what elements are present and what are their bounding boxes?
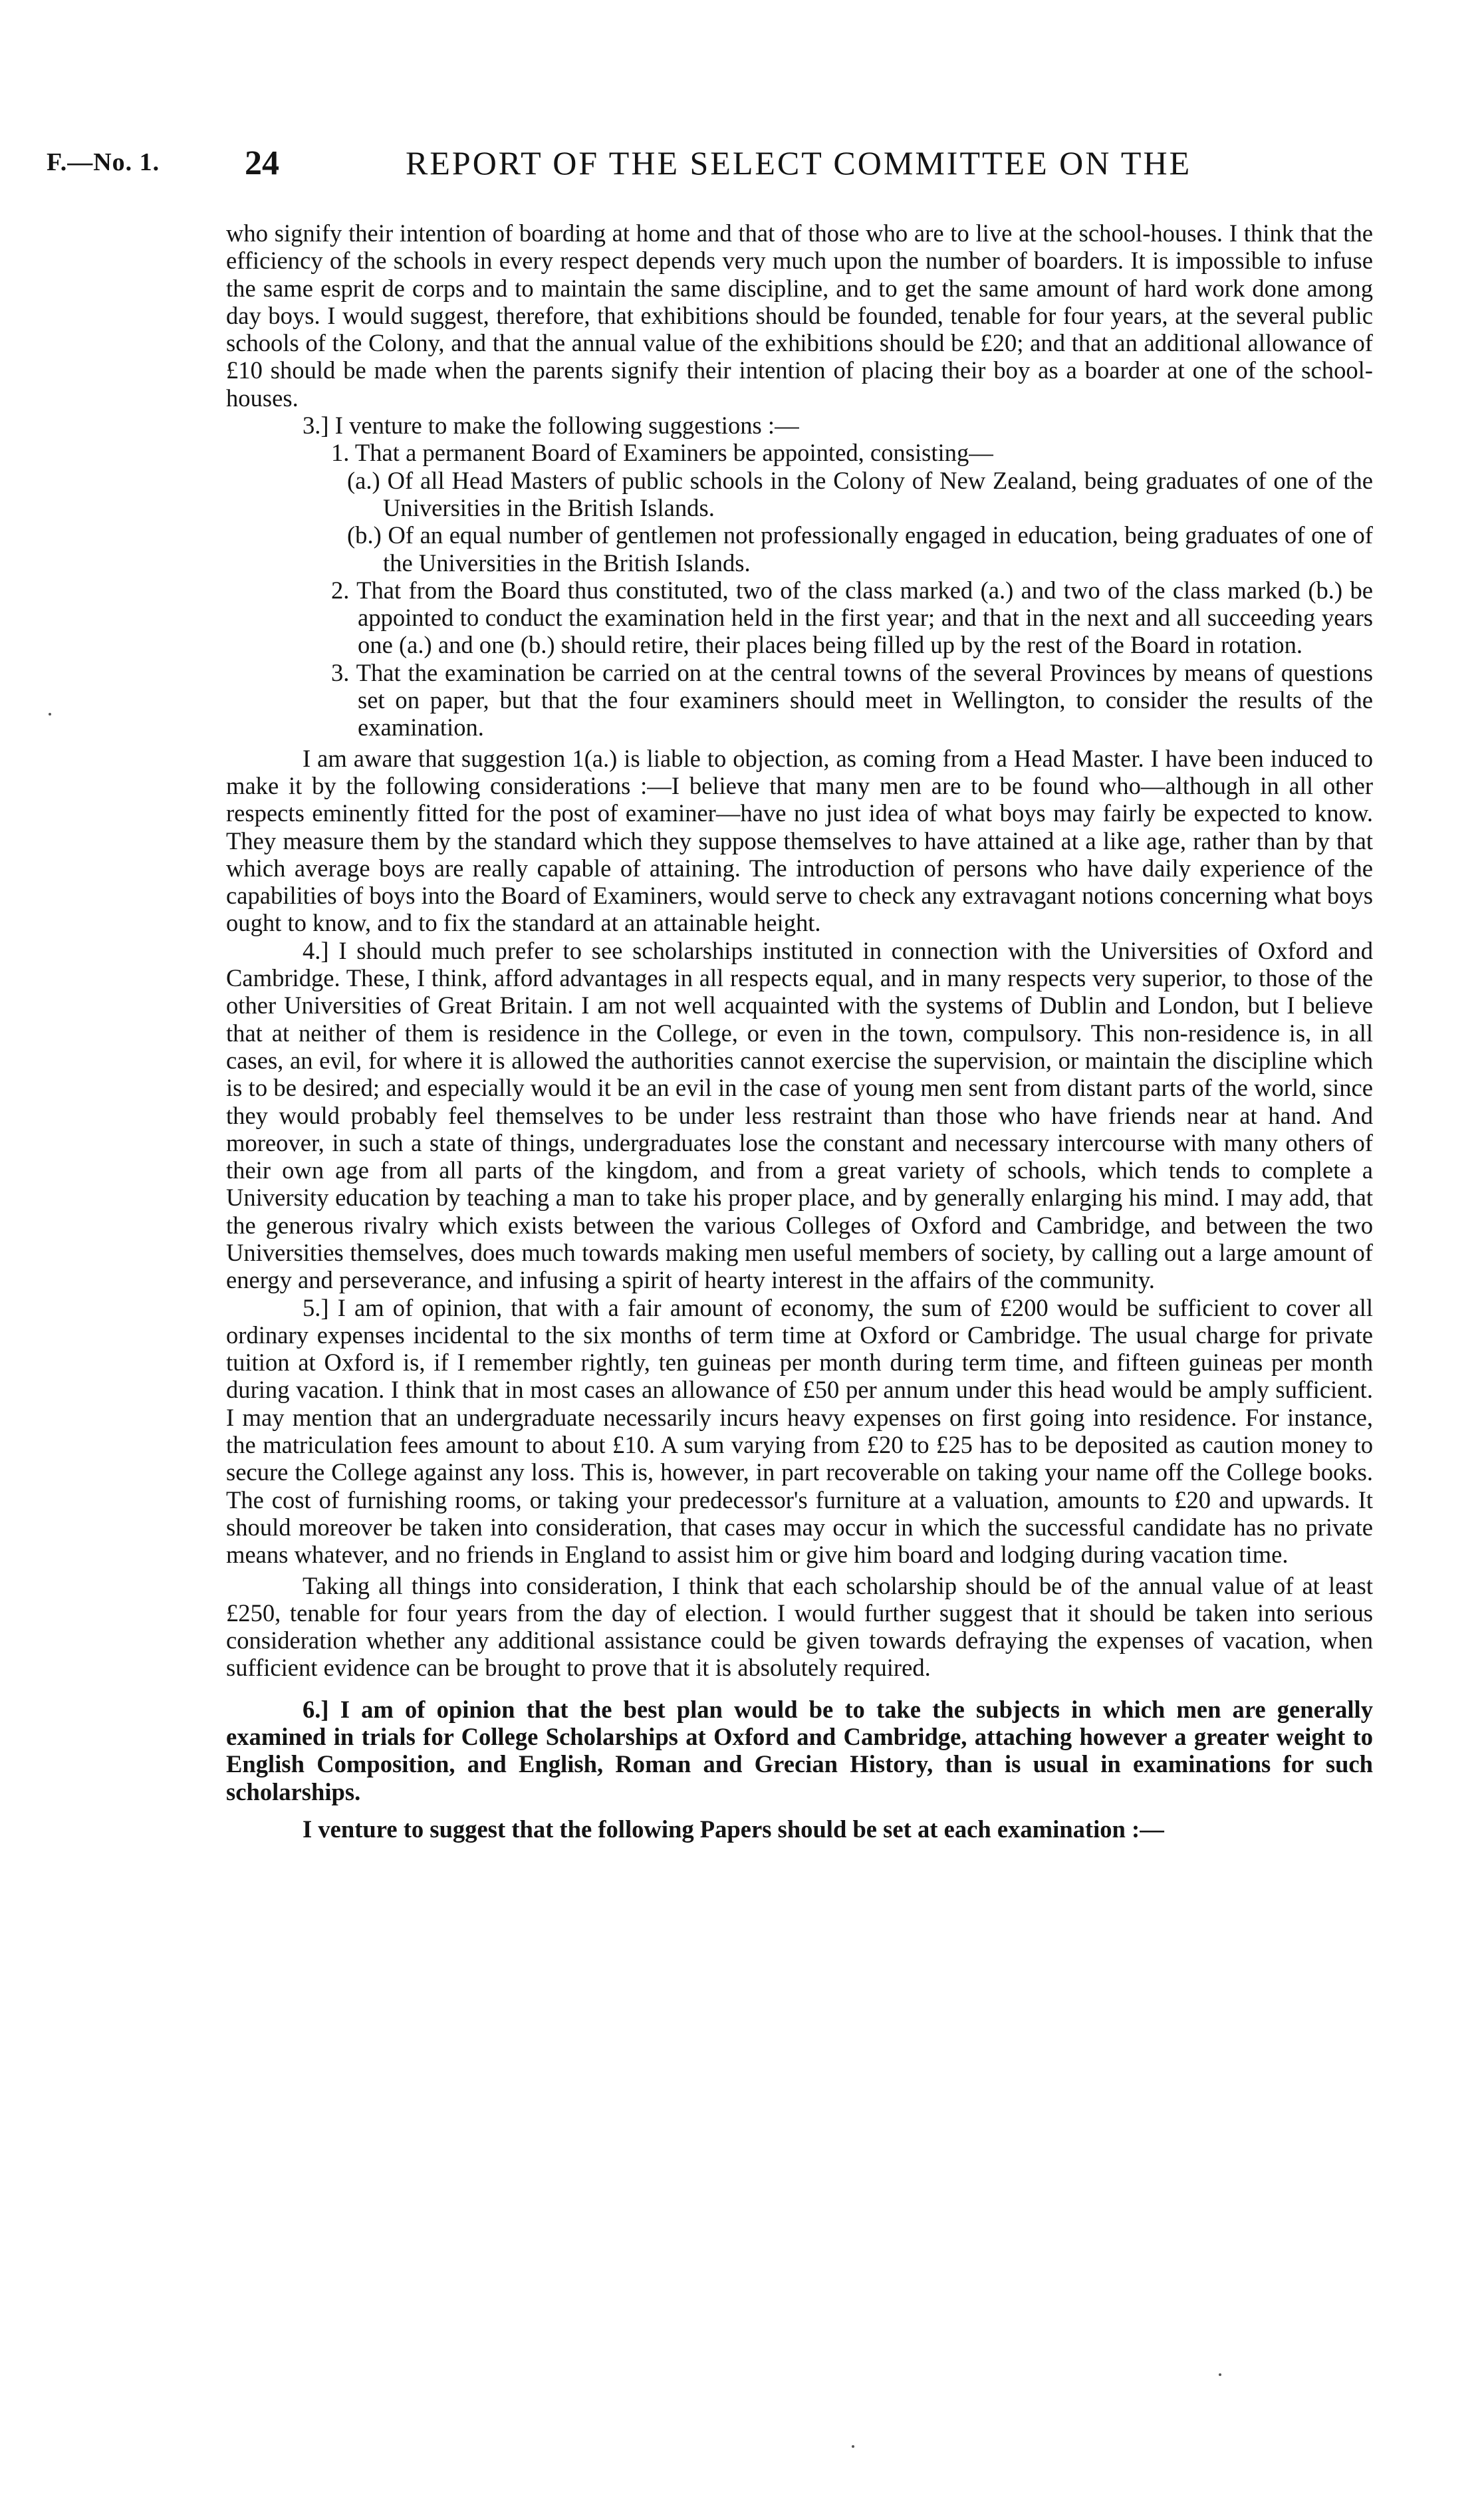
print-speck <box>852 2445 854 2448</box>
suggestion-item-2: 2. That from the Board thus constituted, two of the class marked (a.) and two of the class marked (b.) be appointed to conduct the examination held in the first year; and that in the next and all succeeding years one (a.) and one (b.) should retire, their places being filled up by the rest of the Board in rotation. <box>331 576 1373 659</box>
paragraph-section-4: 4.] I should much prefer to see scholarships instituted in connection with the Universities of Oxford and Cambridge. These, I think, afford advantages in all respects equal, and in many respects very superior, to those of the other Universities of Great Britain. I am not well acquainted with the systems of Dublin and London, but I believe that at neither of them is residence in the College, or even in the town, compulsory. This non-residence is, in all cases, an evil, for where it is allowed the authorities cannot exercise the supervision, or maintain the discipline which is to be desired; and especially would it be an evil in the case of young men sent from distant parts of the world, since they would probably feel themselves to be under less restraint than those who have friends near at hand. And moreover, in such a state of things, undergraduates lose the constant and necessary intercourse with many others of their own age from all parts of the kingdom, and from a great variety of schools, which tends to complete a University education by teaching a man to take his proper place, and by generally enlarging his mind. I may add, that the generous rivalry which exists between the various Colleges of Oxford and Cambridge, and between the two Universities themselves, does much towards making men useful members of society, by calling out a large amount of energy and perseverance, and infusing a spirit of hearty interest in the affairs of the community. <box>226 936 1373 1294</box>
paragraph-boarding: who signify their intention of boarding at home and that of those who are to live at the school-houses. I think that the efficiency of the schools in every respect depends very much upon the number of boarders. It is impossible to infuse the same esprit de corps and to maintain the same discipline, and to get the same amount of hard work done among day boys. I would suggest, therefore, that exhibitions should be founded, tenable for four years, at the several public schools of the Colony, and that the annual value of the exhibitions should be £20; and that an additional allowance of £10 should be made when the parents signify their intention of placing their boy as a boarder at one of the school-houses. <box>226 219 1373 412</box>
paragraph-objection: I am aware that suggestion 1(a.) is liable to objection, as coming from a Head Master. I have been induced to make it by the following considerations :—I believe that many men are to be found who—although in all other respects eminently fitted for the post of examiner—have no just idea of what boys may fairly be expected to know. They measure them by the standard which they suppose themselves to have attained at a like age, rather than by that which average boys are really capable of attaining. The introduction of persons who have daily experience of the capabilities of boys into the Board of Examiners, would serve to check any extravagant notions concerning what boys ought to know, and to fix the standard at an attainable height. <box>226 744 1373 937</box>
document-reference: F.—No. 1. <box>47 148 160 176</box>
paragraph-section-3-intro: 3.] I venture to make the following suggestions :— <box>303 412 799 440</box>
suggestion-subitem-b: (b.) Of an equal number of gentlemen not professionally engaged in education, being graduates of one of the Universities in the British Islands. <box>347 521 1373 577</box>
suggestion-subitem-a: (a.) Of all Head Masters of public schools in the Colony of New Zealand, being graduates of one of the Universities in the British Islands. <box>347 466 1373 521</box>
paragraph-scholarship-value: Taking all things into consideration, I think that each scholarship should be of the annual value of at least £250, tenable for four years from the day of election. I would further suggest that it should be taken into serious consideration whether any additional assistance could be given towards defraying the expenses of vacation, when sufficient evidence can be brought to prove that it is absolutely required. <box>226 1571 1373 1682</box>
suggestion-item-1: 1. That a permanent Board of Examiners be appointed, consisting— <box>331 439 993 467</box>
document-body <box>226 219 1373 1843</box>
print-speck <box>1219 2373 1221 2376</box>
paragraph-section-5: 5.] I am of opinion, that with a fair amount of economy, the sum of £200 would be sufficient to cover all ordinary expenses incidental to the six months of term time at Oxford or Cambridge. The usual charge for private tuition at Oxford is, if I remember rightly, ten guineas per month during term time, and fifteen guineas per month during vacation. I think that in most cases an allowance of £50 per annum under this head would be amply sufficient. I may mention that an undergraduate necessarily incurs heavy expenses on first going into residence. For instance, the matriculation fees amount to about £10. A sum varying from £20 to £25 has to be deposited as caution money to secure the College against any loss. This is, however, in part recoverable on taking your name off the College books. The cost of furnishing rooms, or taking your predecessor's furniture at a valuation, amounts to £20 and upwards. It should moreover be taken into consideration, that cases may occur in which the successful candidate has no private means whatever, and no friends in England to assist him or give him board and lodging during vacation time. <box>226 1293 1373 1569</box>
running-title: REPORT OF THE SELECT COMMITTEE ON THE <box>406 144 1192 182</box>
page-header <box>47 144 1416 188</box>
page-number: 24 <box>245 144 279 182</box>
suggestion-item-3: 3. That the examination be carried on at the central towns of the several Provinces by means of questions set on paper, but that the four examiners should meet in Wellington, to consider the results of the examination. <box>331 658 1373 741</box>
paragraph-section-6: 6.] I am of opinion that the best plan would be to take the subjects in which men are generally examined in trials for College Scholarships at Oxford and Cambridge, attaching however a greater weight to English Composition, and English, Roman and Grecian History, than is usual in examinations for such scholarships. <box>226 1695 1373 1805</box>
print-speck <box>49 713 51 716</box>
paragraph-papers-intro: I venture to suggest that the following Papers should be set at each examination :— <box>303 1815 1164 1843</box>
